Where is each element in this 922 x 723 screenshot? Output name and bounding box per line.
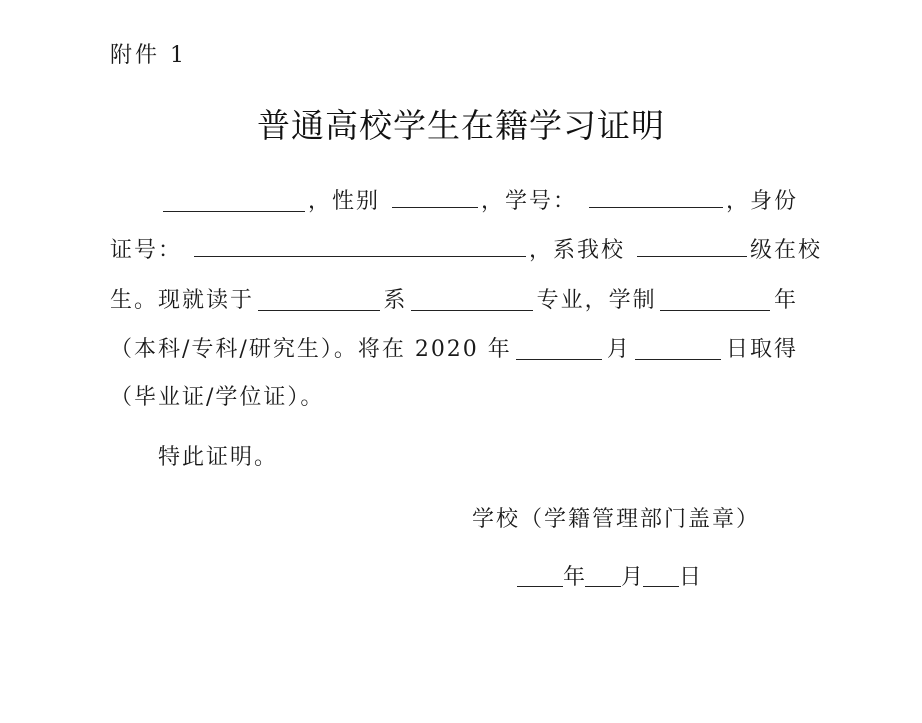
id-card-label-start: ，身份 [725,189,798,214]
graduation-month-blank[interactable] [516,341,602,360]
sign-day-label: 日 [679,565,702,590]
student-id-segment [481,182,726,222]
sign-day-blank[interactable] [643,564,679,587]
student-id-blank[interactable] [589,189,723,208]
sign-month-label: 月 [621,565,644,590]
gender-blank[interactable] [392,189,478,208]
id-card-label-end: 证号： [110,238,183,263]
signature-date [517,560,701,591]
enrolled-segment [529,231,750,271]
sign-month-blank[interactable] [585,564,621,587]
school-stamp-label: 学校（学籍管理部门盖章） [472,507,761,532]
body-line-2 [110,231,823,271]
program-length-blank[interactable] [660,292,770,311]
major-label: 专业，学制 [536,288,657,313]
department-blank[interactable] [258,292,380,311]
degree-types-text: （本科/专科/研究生）。将在 2020 年 [110,337,512,362]
body-line-4 [110,330,798,370]
body-line-5 [110,378,798,418]
graduation-day-blank[interactable] [635,341,721,360]
month-label: 月 [606,337,631,362]
day-obtain-label: 日取得 [725,337,798,362]
gender-segment [308,182,481,222]
enrolled-label: ，系我校 [529,238,626,263]
studying-label: 生。现就读于 [110,288,255,313]
student-id-label: ，学号： [480,189,577,214]
id-card-segment [110,231,529,271]
year-unit-label: 年 [773,288,798,313]
gender-label: ，性别 [307,189,380,214]
name-blank[interactable] [163,193,305,212]
major-blank[interactable] [411,292,533,311]
body-line-1 [160,182,798,222]
certificate-types-text: （毕业证/学位证）。 [110,385,325,410]
sign-year-blank[interactable] [517,564,563,587]
certification-statement: 特此证明。 [158,445,279,470]
sign-year-label: 年 [563,565,586,590]
body-line-3 [110,281,798,321]
grade-label: 级在校 [750,238,823,263]
document-title: 普通高校学生在籍学习证明 [257,106,665,145]
id-card-blank[interactable] [194,238,526,257]
department-label: 系 [383,288,408,313]
attachment-label: 附件 1 [110,43,187,68]
grade-blank[interactable] [637,238,747,257]
